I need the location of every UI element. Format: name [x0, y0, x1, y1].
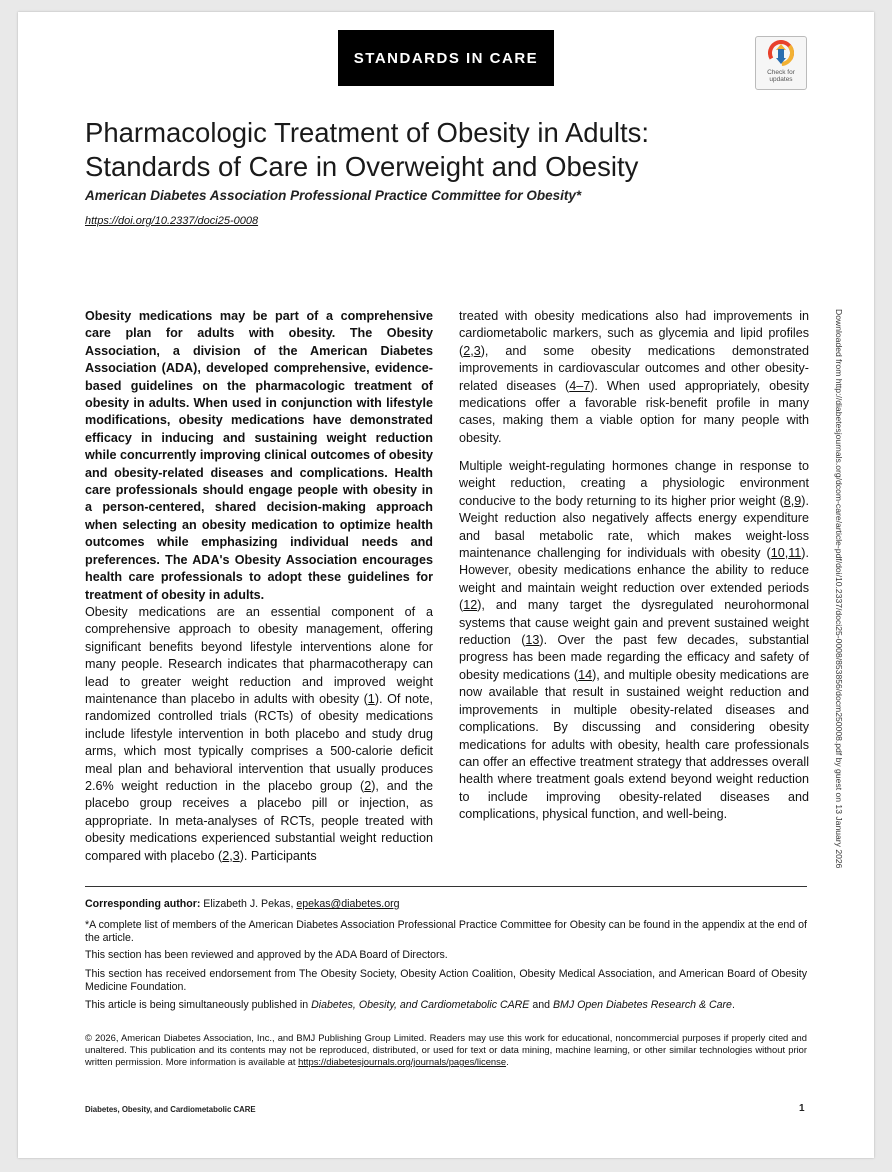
title-line-2: Standards of Care in Overweight and Obesity — [85, 151, 639, 182]
ref-link[interactable]: 3 — [232, 848, 240, 863]
ref-link[interactable]: 12 — [463, 598, 478, 613]
abstract-text: Obesity medications may be part of a comprehensive care plan for adults with obesity. The Obesity Association, a division of the American Diabetes Association (ADA), developed comprehensive, evidence-based guidelines on the pharmacologic treatment of obesity in adults. When used in conjunction with lifestyle modifications, obesity medications have demonstrated efficacy in inducing and sustaining weight reduction while concurrently improving clinical outcomes of obesity and obesity-related diseases and complications. Health care professionals should engage people with obesity in a person-centered, shared decision-making approach when selecting an obesity medication to optimize health outcomes while emphasizing individual needs and preferences. The ADA's Obesity Association encourages health care professionals to adopt these guidelines for treatment of obesity in adults. — [85, 309, 433, 602]
title-line-1: Pharmacologic Treatment of Obesity in Adults: — [85, 117, 650, 148]
article-title — [85, 116, 785, 184]
intro-paragraph-1: Obesity medications are an essential component of a comprehensive approach to obesity management, offering significant benefits beyond lifestyle interventions alone for many people. Research indicates that pharmacotherapy can lead to greater weight reduction and improved weight maintenance than placebo in adults with obesity (1). Of note, randomized controlled trials (RCTs) of obesity medications include lifestyle intervention in both placebo and study drug arms, which most typically comprises a 500-calorie deficit meal plan and behavioral intervention that usually produces 2.6% weight reduction in the placebo group (2), and the placebo group receives a placebo pill or injection, as appropriate. In meta-analyses of RCTs, people treated with obesity medications experienced substantial weight reduction compared with placebo (2,3). Participants — [85, 605, 433, 863]
ref-link[interactable]: 9 — [794, 493, 802, 508]
author-line: American Diabetes Association Professional Practice Committee for Obesity* — [85, 188, 582, 203]
standards-in-care-banner: STANDARDS IN CARE — [338, 30, 554, 86]
ref-link[interactable]: 1 — [367, 692, 375, 707]
ref-link[interactable]: 11 — [788, 546, 802, 561]
ref-link[interactable]: 14 — [578, 667, 593, 682]
ref-link[interactable]: 2 — [364, 779, 372, 794]
ref-link[interactable]: 8 — [783, 493, 791, 508]
license-link[interactable]: https://diabetesjournals.org/journals/pages/license — [298, 1056, 507, 1067]
ref-link[interactable]: 4–7 — [569, 378, 591, 393]
ref-link[interactable]: 3 — [473, 343, 481, 358]
ref-link[interactable]: 2 — [463, 343, 471, 358]
endorsement-footnote: This section has received endorsement from The Obesity Society, Obesity Action Coalition, Obesity Medical Association, and American Board of Obesity Medicine Foundation. — [85, 968, 807, 994]
footnote-divider — [85, 886, 807, 887]
members-footnote: *A complete list of members of the American Diabetes Association Professional Practice Committee for Obesity can be found in the appendix at the end of the article. — [85, 919, 807, 945]
corresponding-author: Corresponding author: Elizabeth J. Pekas, epekas@diabetes.org — [85, 898, 400, 910]
check-for-updates-icon — [768, 40, 794, 68]
download-sidenote: Downloaded from http://diabetesjournals.org/dcom-care/article-pdf/doi/10.2337/doci25-0008/853856/docm250008.pdf by guest on 13 January 2026 — [834, 309, 844, 869]
intro-paragraph-2: Multiple weight-regulating hormones change in response to weight reduction, creating a physiologic environment conducive to the body returning to its higher prior weight (8,9). Weight reduction also negatively affects energy expenditure and basal metabolic rate, which makes weight-loss maintenance challenging for individuals with obesity (10,11). However, obesity medications enhance the ability to reduce weight and maintain weight reduction over extended periods (12), and many target the dysregulated neurohormonal systems that cause weight gain and prevent sustained weight reduction (13). Over the past few decades, substantial progress has been made regarding the efficacy and safety of obesity medications (14), and multiple obesity medications are now available that result in sustained weight reduction and improvements in multiple obesity-related diseases and complications. By discussing and considering obesity medications for adults with obesity, health care professionals can offer an effective treatment strategy that addresses overall health where treatment goals extend beyond weight reduction to include improving obesity-related diseases and complications, physical function, and well-being. — [459, 459, 809, 822]
ref-link[interactable]: 2 — [222, 848, 230, 863]
author-email-link[interactable]: epekas@diabetes.org — [296, 898, 400, 910]
publication-footnote: This article is being simultaneously published in Diabetes, Obesity, and Cardiometabolic CARE and BMJ Open Diabetes Research & Care. — [85, 999, 735, 1011]
abstract — [85, 308, 433, 604]
journal-footer: Diabetes, Obesity, and Cardiometabolic CARE — [85, 1105, 256, 1114]
check-for-updates-label: Check for updates — [767, 69, 795, 83]
page-number: 1 — [799, 1103, 805, 1114]
review-footnote: This section has been reviewed and approved by the ADA Board of Directors. — [85, 949, 448, 961]
doi-link[interactable]: https://doi.org/10.2337/doci25-0008 — [85, 215, 259, 227]
article-page — [18, 12, 874, 1158]
check-for-updates-badge[interactable] — [755, 36, 807, 90]
intro-paragraph-1-continued: treated with obesity medications also had improvements in cardiometabolic markers, such as glycemia and lipid profiles (2,3), and some obesity medications demonstrated improvements in cardiovascular outcomes and other obesity-related diseases (4–7). When used appropriately, obesity medications offer a favorable risk-benefit profile in many cases, making them a viable option for many people with obesity. — [459, 309, 810, 445]
copyright-notice: © 2026, American Diabetes Association, Inc., and BMJ Publishing Group Limited. Readers may use this work for educational, noncommercial purposes if properly cited and unaltered. This publication and its contents may not be reproduced, distributed, or used for text or data mining, machine learning, or other similar technologies without prior written permission. More information is available at https://diabetesjournals.org/journals/pages/license. — [85, 1032, 807, 1067]
ref-link[interactable]: 13 — [525, 633, 540, 648]
ref-link[interactable]: 10 — [770, 546, 785, 561]
